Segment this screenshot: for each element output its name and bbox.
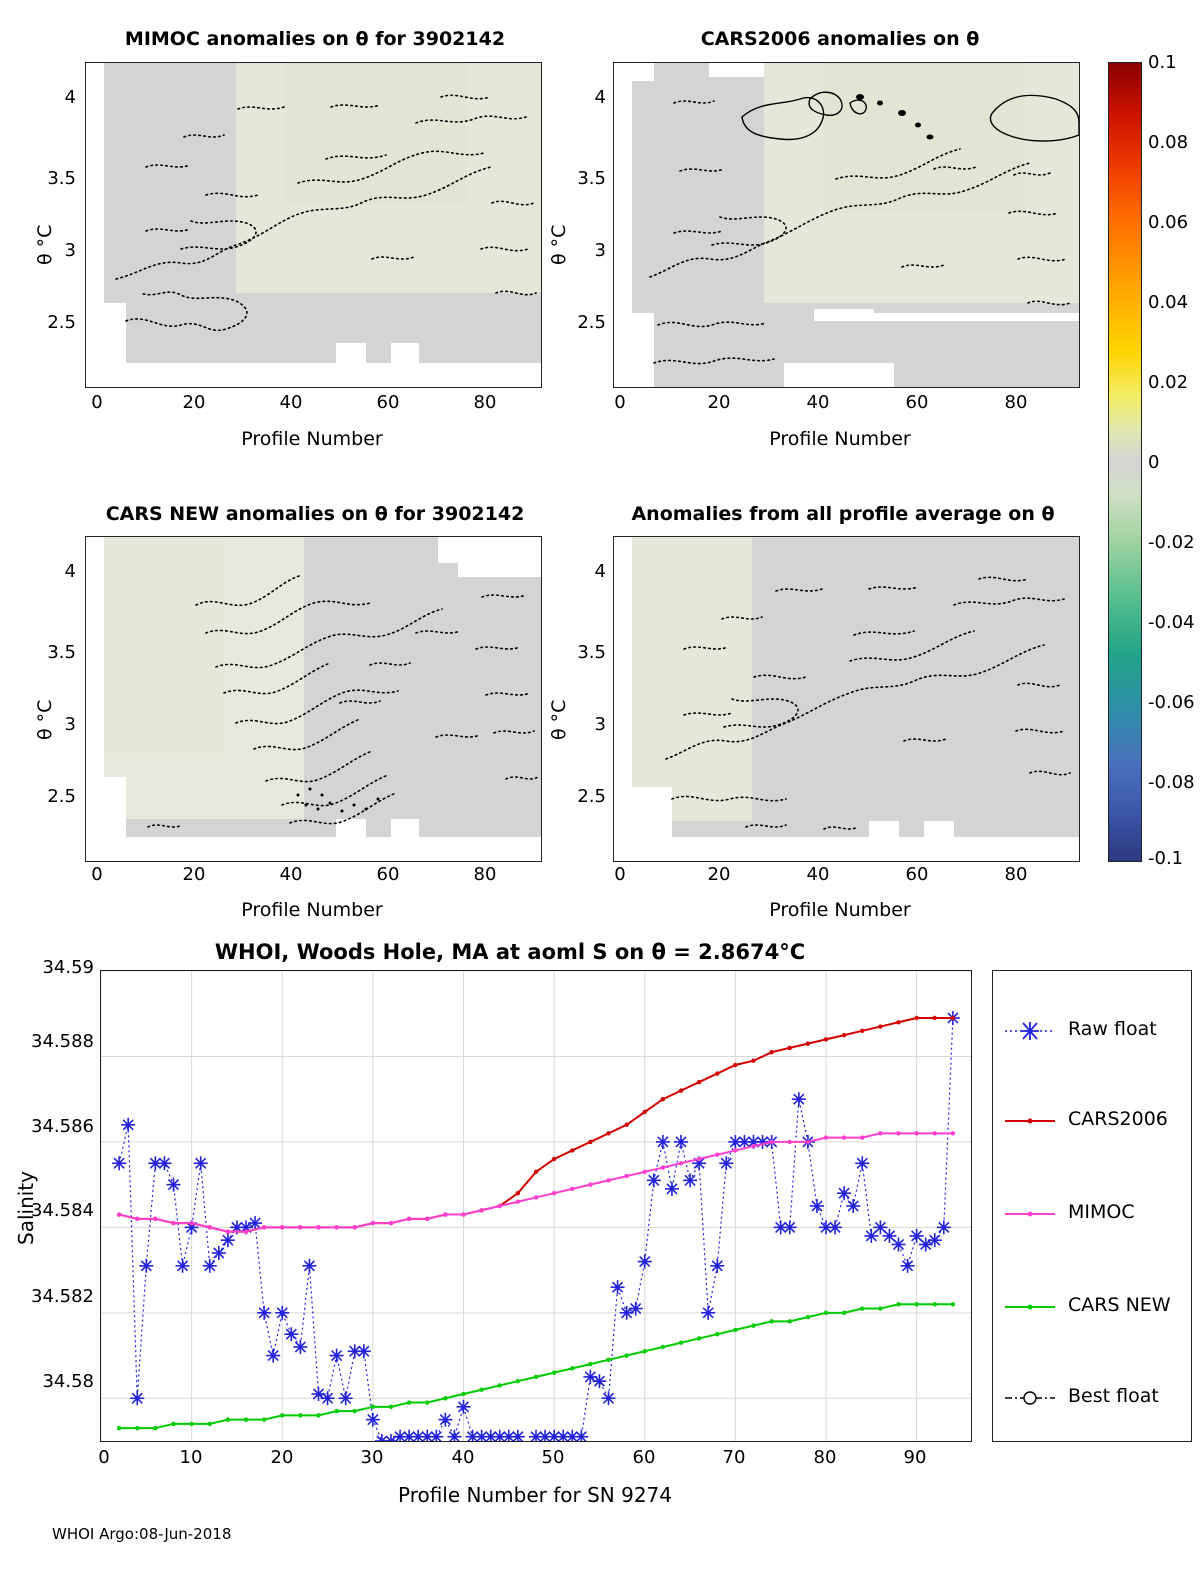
panel-mimoc-xtick-3: 60 bbox=[376, 392, 400, 413]
salinity-axes bbox=[100, 970, 972, 1442]
colorbar-tick-9: -0.08 bbox=[1148, 772, 1195, 793]
panel-carsnew-title: CARS NEW anomalies on θ for 3902142 bbox=[105, 503, 525, 525]
salinity-xtick-1: 10 bbox=[179, 1447, 203, 1468]
panel-mimoc-ytick-3: 4 bbox=[64, 87, 76, 108]
panel-carsnew-xtick-2: 40 bbox=[279, 864, 303, 885]
panel-cars2006-ylabel: θ °C bbox=[548, 224, 570, 265]
panel-allprofile-xtick-0: 0 bbox=[614, 864, 626, 885]
panel-allprofile-ytick-0: 2.5 bbox=[577, 786, 606, 807]
panel-mimoc-xtick-0: 0 bbox=[91, 392, 103, 413]
salinity-chart-title: WHOI, Woods Hole, MA at aoml S on θ = 2.8674°C bbox=[214, 940, 806, 964]
salinity-xtick-8: 80 bbox=[813, 1447, 837, 1468]
panel-mimoc-xlabel: Profile Number bbox=[241, 428, 383, 450]
panel-mimoc-xtick-4: 80 bbox=[473, 392, 497, 413]
colorbar bbox=[1108, 62, 1142, 862]
colorbar-tick-3: 0.04 bbox=[1148, 292, 1189, 313]
legend-label-mimoc: MIMOC bbox=[1068, 1201, 1135, 1223]
panel-carsnew-ytick-1: 3 bbox=[64, 714, 76, 735]
panel-mimoc-axes bbox=[85, 62, 542, 388]
panel-carsnew-ytick-0: 2.5 bbox=[47, 786, 76, 807]
salinity-xtick-2: 20 bbox=[270, 1447, 294, 1468]
panel-cars2006-xtick-2: 40 bbox=[806, 392, 830, 413]
panel-cars2006-xtick-1: 20 bbox=[707, 392, 731, 413]
colorbar-tick-8: -0.06 bbox=[1148, 692, 1195, 713]
panel-cars2006-title: CARS2006 anomalies on θ bbox=[700, 28, 980, 50]
salinity-xtick-4: 40 bbox=[451, 1447, 475, 1468]
colorbar-tick-5: 0 bbox=[1148, 452, 1160, 473]
salinity-ytick-5: 34.59 bbox=[42, 957, 94, 978]
legend-label-raw-float: Raw float bbox=[1068, 1018, 1157, 1040]
salinity-xtick-9: 90 bbox=[903, 1447, 927, 1468]
panel-allprofile-ylabel: θ °C bbox=[548, 699, 570, 740]
salinity-ytick-0: 34.58 bbox=[42, 1371, 94, 1392]
panel-carsnew-ytick-3: 4 bbox=[64, 561, 76, 582]
panel-cars2006-ytick-0: 2.5 bbox=[577, 312, 606, 333]
panel-cars2006-ytick-2: 3.5 bbox=[577, 168, 606, 189]
salinity-xtick-5: 50 bbox=[541, 1447, 565, 1468]
panel-mimoc-xtick-1: 20 bbox=[182, 392, 206, 413]
panel-carsnew-ylabel: θ °C bbox=[34, 699, 56, 740]
legend-label-best-float: Best float bbox=[1068, 1385, 1159, 1407]
panel-cars2006-axes bbox=[613, 62, 1080, 388]
panel-allprofile-xtick-1: 20 bbox=[707, 864, 731, 885]
panel-allprofile-ytick-2: 3.5 bbox=[577, 642, 606, 663]
panel-allprofile-ytick-3: 4 bbox=[594, 561, 606, 582]
panel-allprofile-xlabel: Profile Number bbox=[769, 899, 911, 921]
salinity-xtick-7: 70 bbox=[722, 1447, 746, 1468]
panel-allprofile-axes bbox=[613, 536, 1080, 862]
salinity-xlabel: Profile Number for SN 9274 bbox=[397, 1483, 672, 1507]
colorbar-tick-4: 0.02 bbox=[1148, 372, 1189, 393]
colorbar-tick-0: 0.1 bbox=[1148, 52, 1177, 73]
salinity-ylabel: Salinity bbox=[14, 1171, 38, 1245]
panel-mimoc-ylabel: θ °C bbox=[34, 224, 56, 265]
salinity-ytick-3: 34.586 bbox=[31, 1116, 94, 1137]
panel-carsnew-xtick-3: 60 bbox=[376, 864, 400, 885]
colorbar-tick-7: -0.04 bbox=[1148, 612, 1195, 633]
colorbar-tick-1: 0.08 bbox=[1148, 132, 1189, 153]
panel-allprofile-title: Anomalies from all profile average on θ bbox=[631, 503, 1055, 525]
panel-cars2006-xtick-3: 60 bbox=[905, 392, 929, 413]
panel-carsnew-xtick-4: 80 bbox=[473, 864, 497, 885]
panel-cars2006-ytick-3: 4 bbox=[594, 87, 606, 108]
salinity-xtick-3: 30 bbox=[360, 1447, 384, 1468]
panel-mimoc-title: MIMOC anomalies on θ for 3902142 bbox=[124, 28, 506, 50]
salinity-xtick-0: 0 bbox=[98, 1447, 110, 1468]
panel-carsnew-xtick-0: 0 bbox=[91, 864, 103, 885]
panel-carsnew-xlabel: Profile Number bbox=[241, 899, 383, 921]
panel-allprofile-xtick-3: 60 bbox=[905, 864, 929, 885]
footer-text: WHOI Argo:08-Jun-2018 bbox=[52, 1525, 232, 1543]
panel-allprofile-xtick-4: 80 bbox=[1004, 864, 1028, 885]
salinity-ytick-4: 34.588 bbox=[31, 1031, 94, 1052]
panel-cars2006-xtick-4: 80 bbox=[1004, 392, 1028, 413]
salinity-xtick-6: 60 bbox=[632, 1447, 656, 1468]
panel-allprofile-xtick-2: 40 bbox=[806, 864, 830, 885]
panel-carsnew-xtick-1: 20 bbox=[182, 864, 206, 885]
panel-cars2006-xtick-0: 0 bbox=[614, 392, 626, 413]
salinity-ytick-2: 34.584 bbox=[31, 1200, 94, 1221]
panel-carsnew-axes bbox=[85, 536, 542, 862]
panel-mimoc-ytick-2: 3.5 bbox=[47, 168, 76, 189]
salinity-ytick-1: 34.582 bbox=[31, 1286, 94, 1307]
panel-mimoc-ytick-0: 2.5 bbox=[47, 312, 76, 333]
panel-allprofile-ytick-1: 3 bbox=[594, 714, 606, 735]
panel-carsnew-ytick-2: 3.5 bbox=[47, 642, 76, 663]
legend-label-cars2006: CARS2006 bbox=[1068, 1108, 1168, 1130]
panel-mimoc-xtick-2: 40 bbox=[279, 392, 303, 413]
colorbar-tick-6: -0.02 bbox=[1148, 532, 1195, 553]
colorbar-tick-10: -0.1 bbox=[1148, 848, 1184, 869]
legend-label-cars-new: CARS NEW bbox=[1068, 1294, 1171, 1316]
panel-cars2006-ytick-1: 3 bbox=[594, 240, 606, 261]
panel-cars2006-xlabel: Profile Number bbox=[769, 428, 911, 450]
colorbar-tick-2: 0.06 bbox=[1148, 212, 1189, 233]
panel-mimoc-ytick-1: 3 bbox=[64, 240, 76, 261]
